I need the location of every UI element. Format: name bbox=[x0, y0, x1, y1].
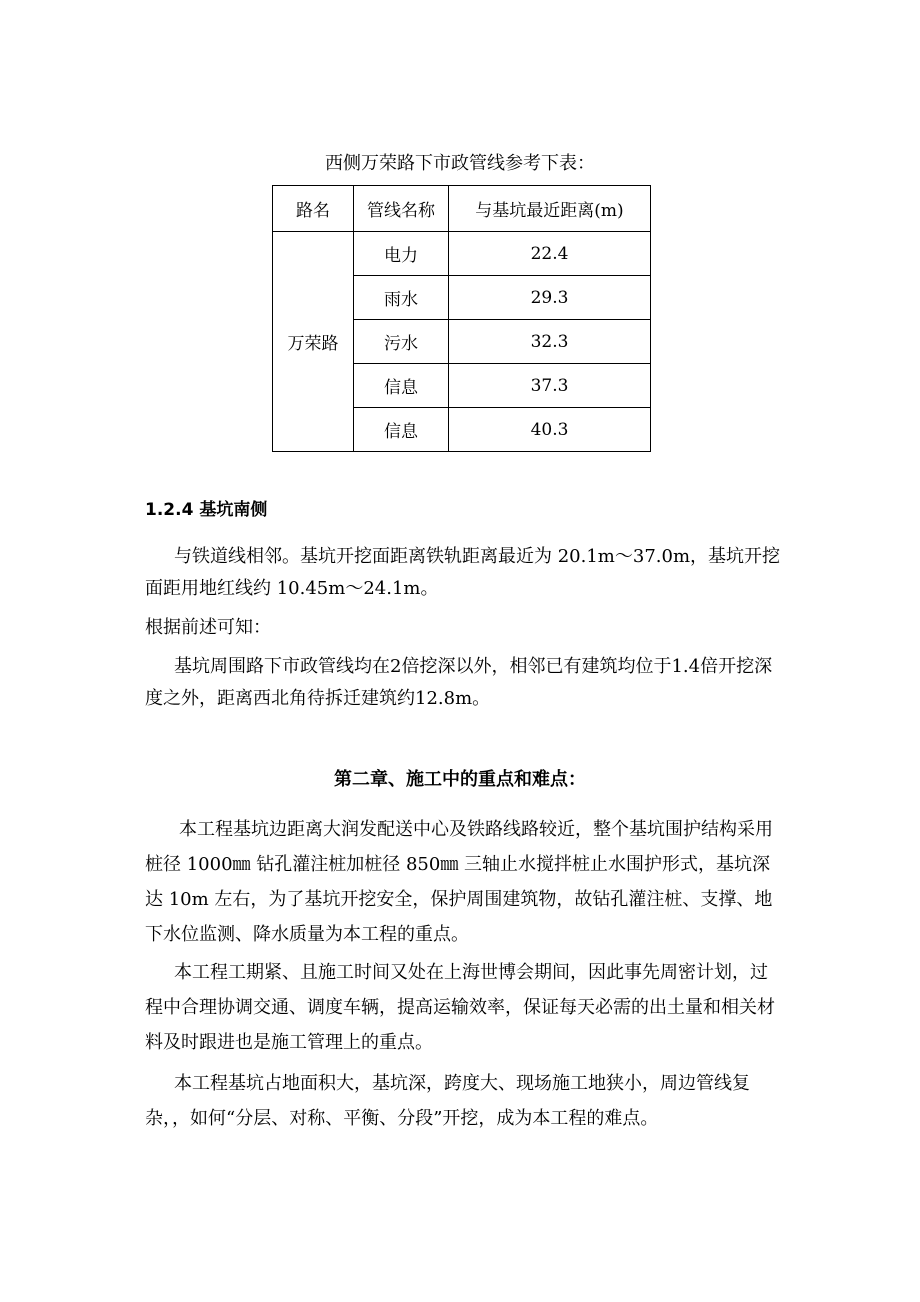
distance-cell: 29.3 bbox=[449, 276, 651, 320]
chapter-paragraph-2: 本工程工期紧、且施工时间又处在上海世博会期间，因此事先周密计划，过程中合理协调交通、调度车辆，提高运输效率，保证每天必需的出土量和相关材料及时跟进也是施工管理上的重点。 bbox=[145, 962, 775, 1053]
distance-cell: 32.3 bbox=[449, 320, 651, 364]
header-road: 路名 bbox=[273, 186, 354, 232]
pipeline-name-cell: 污水 bbox=[354, 320, 449, 364]
table-caption: 西侧万荣路下市政管线参考下表： bbox=[325, 153, 595, 174]
section-paragraph-summary-intro: 根据前述可知： bbox=[145, 617, 271, 638]
distance-cell: 37.3 bbox=[449, 364, 651, 408]
pipeline-name-cell: 雨水 bbox=[354, 276, 449, 320]
pipeline-name-cell: 信息 bbox=[354, 364, 449, 408]
section-heading: 1.2.4 基坑南侧 bbox=[145, 500, 268, 520]
distance-cell: 40.3 bbox=[449, 408, 651, 452]
pipeline-table bbox=[272, 185, 651, 452]
road-name-cell: 万荣路 bbox=[273, 232, 354, 452]
chapter-paragraph-1: 本工程基坑边距离大润发配送中心及铁路线路较近，整个基坑围护结构采用桩径 1000㎜ 钻孔灌注桩加桩径 850㎜ 三轴止水搅拌桩止水围护形式，基坑深达 10m 左右，为了基坑开挖安全，保护周围建筑物，故钻孔灌注桩、支撑、地下水位监测、降水质量为本工程的重点。 bbox=[145, 819, 773, 945]
chapter-paragraph-3: 本工程基坑占地面积大，基坑深，跨度大、现场施工地狭小，周边管线复杂，，如何“分层、对称、平衡、分段”开挖，成为本工程的难点。 bbox=[145, 1073, 750, 1129]
pipeline-name-cell: 信息 bbox=[354, 408, 449, 452]
header-pipeline-name: 管线名称 bbox=[354, 186, 449, 232]
pipeline-name-cell: 电力 bbox=[354, 232, 449, 276]
section-paragraph-south: 与铁道线相邻。基坑开挖面距离铁轨距离最近为 20.1m～37.0m，基坑开挖面距用地红线约 10.45m～24.1m。 bbox=[145, 546, 781, 599]
table-row bbox=[273, 232, 651, 276]
section-paragraph-summary: 基坑周围路下市政管线均在2倍挖深以外，相邻已有建筑均位于1.4倍开挖深度之外，距离西北角待拆迁建筑约12.8m。 bbox=[145, 656, 773, 709]
chapter-title: 第二章、施工中的重点和难点： bbox=[334, 769, 586, 790]
distance-cell: 22.4 bbox=[449, 232, 651, 276]
table-header-row bbox=[273, 186, 651, 232]
header-distance: 与基坑最近距离(m) bbox=[449, 186, 651, 232]
